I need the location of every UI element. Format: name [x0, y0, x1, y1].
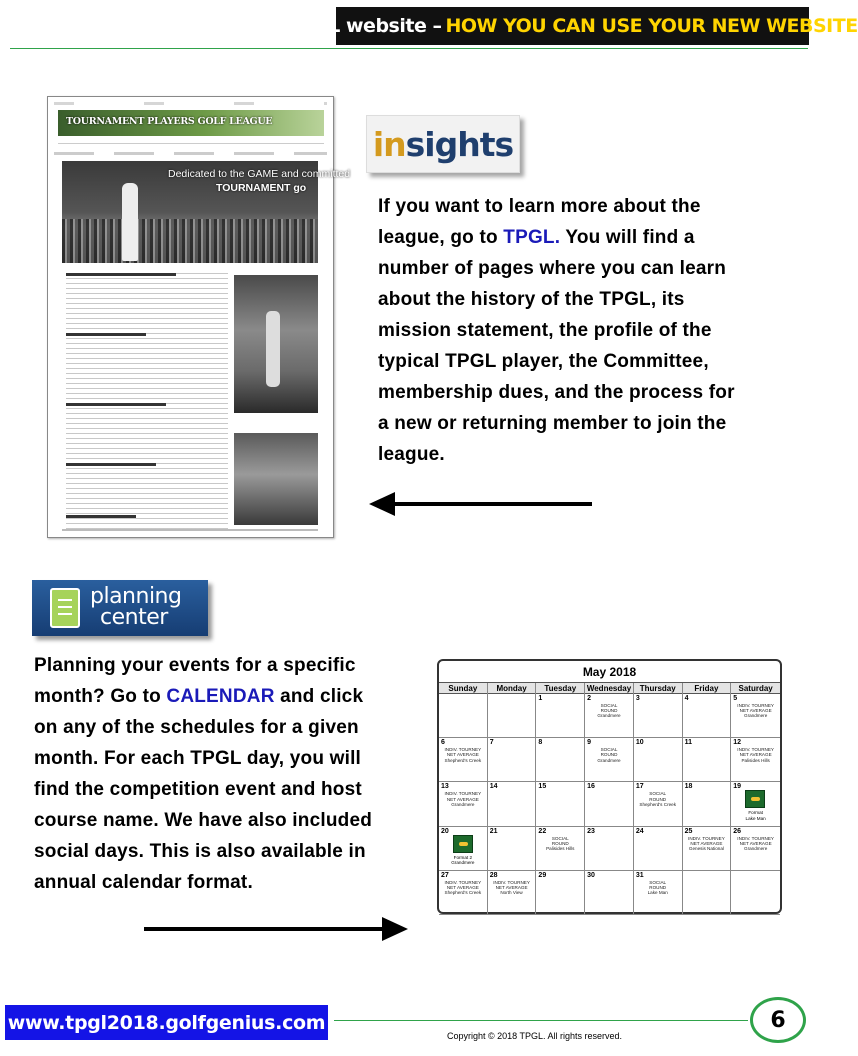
calendar-event: SOCIAL ROUND Shepherd's Creek	[639, 791, 677, 807]
calendar-event: INDIV. TOURNEY NET AVERAGE Grandmere	[737, 703, 774, 719]
insights-text-before: If you want to learn more about the league, go to	[378, 196, 701, 248]
calendar-day-number: 30	[587, 871, 595, 879]
calendar-day-cell[interactable]	[683, 871, 732, 915]
arrow-right-icon	[144, 927, 384, 931]
calendar-day-cell[interactable]	[536, 738, 585, 782]
calendar-day-cell[interactable]	[634, 782, 683, 826]
calendar-event: SOCIAL ROUND Lake Man	[647, 879, 668, 896]
planning-text-after: and click on any of the schedules for a given month. For each TPGL day, you will find the competition event and host course name. We have also included social days. This is also available in annual calendar format.	[34, 686, 373, 893]
thumb-browser-bar	[54, 102, 327, 105]
calendar-event: INDIV. TOURNEY NET AVERAGE Grandmere	[444, 791, 482, 807]
calendar-day-number: 5	[733, 695, 738, 702]
calendar-day-number: 2	[587, 695, 592, 702]
calendar-day-cell[interactable]	[439, 871, 488, 915]
calendar-day-number: 28	[489, 871, 498, 879]
calendar-day-number: 9	[587, 739, 592, 747]
calendar-day-cell[interactable]	[585, 871, 634, 915]
weekday-label: Tuesday	[536, 683, 585, 694]
calendar-event: SOCIAL ROUND Grandmere	[597, 703, 621, 719]
calendar-day-cell[interactable]	[439, 738, 488, 782]
planning-logo-line1: planning	[90, 584, 182, 609]
thumb-section-heading	[66, 463, 156, 466]
calendar-event: INDIV. TOURNEY NET AVERAGE Shepherd's Creek	[444, 879, 482, 896]
calendar-day-cell[interactable]	[488, 827, 537, 871]
thumb-footer-line	[62, 529, 318, 531]
planning-text-before: Planning your events for a specific month? Go to	[34, 655, 356, 707]
copyright-text: Copyright © 2018 TPGL. All rights reserved.	[447, 1031, 623, 1041]
calendar-day-number: 17	[635, 783, 644, 791]
calendar-day-number: 15	[538, 783, 547, 791]
calendar-day-cell[interactable]	[439, 782, 488, 826]
calendar-day-cell[interactable]	[683, 694, 732, 738]
calendar-day-cell[interactable]	[731, 694, 780, 738]
thumb-hero-text	[168, 167, 350, 195]
masters-logo-icon	[453, 835, 473, 853]
thumb-ticker	[54, 152, 327, 155]
calendar-day-number: 27	[441, 871, 449, 879]
thumb-side-photo	[234, 433, 318, 525]
calendar-title: May 2018	[439, 661, 780, 683]
tpgl-link[interactable]: TPGL.	[503, 227, 561, 248]
calendar-day-number: 7	[489, 739, 494, 747]
calendar-day-cell[interactable]	[488, 871, 537, 915]
calendar-link[interactable]: CALENDAR	[166, 686, 275, 707]
planning-paragraph	[34, 650, 418, 898]
header-highlight: HOW YOU CAN USE YOUR NEW WEBSITE	[445, 15, 858, 37]
calendar-day-cell[interactable]	[536, 827, 585, 871]
top-divider	[10, 48, 808, 49]
calendar-day-number: 11	[684, 739, 692, 747]
checklist-icon	[50, 588, 80, 628]
weekday-label: Friday	[683, 683, 732, 694]
thumb-section-heading	[66, 515, 136, 518]
calendar-preview[interactable]	[437, 659, 782, 914]
thumb-hero-crowd	[62, 219, 318, 263]
calendar-event: INDIV. TOURNEY NET AVERAGE Shepherd's Creek	[444, 747, 482, 763]
thumb-hero-line1: Dedicated to the GAME and committed	[168, 168, 351, 180]
thumb-section-heading	[66, 273, 176, 276]
calendar-day-cell[interactable]	[731, 738, 780, 782]
insights-paragraph	[378, 191, 790, 470]
calendar-day-number: 4	[684, 695, 689, 702]
calendar-day-cell[interactable]	[585, 738, 634, 782]
calendar-day-number: 23	[587, 827, 595, 835]
thumb-hero-line2: TOURNAMENT go	[216, 182, 307, 194]
calendar-day-cell[interactable]	[439, 827, 488, 871]
footer-divider	[334, 1020, 748, 1021]
calendar-day-cell[interactable]	[731, 827, 780, 871]
thumb-hero-image	[62, 161, 351, 263]
calendar-day-cell[interactable]	[536, 782, 585, 826]
calendar-event: SOCIAL ROUND Grandmere	[597, 747, 621, 763]
calendar-day-number: 31	[635, 871, 644, 879]
thumb-banner-title: TOURNAMENT PLAYERS GOLF LEAGUE	[66, 116, 273, 127]
thumb-nav-divider	[58, 143, 324, 144]
planning-center-logo-text	[90, 586, 181, 628]
website-screenshot[interactable]	[47, 96, 351, 538]
calendar-day-number: 3	[635, 695, 640, 702]
weekday-label: Monday	[488, 683, 537, 694]
calendar-day-cell[interactable]	[536, 871, 585, 915]
calendar-day-number: 16	[587, 783, 595, 791]
planning-logo-line2: center	[100, 605, 168, 630]
thumb-hero-golfer	[122, 183, 138, 261]
calendar-day-number: 1	[538, 695, 543, 702]
masters-logo-icon	[745, 790, 765, 808]
calendar-day-cell[interactable]	[585, 694, 634, 738]
calendar-day-number: 24	[635, 827, 644, 835]
calendar-event: INDIV. TOURNEY NET AVERAGE Genesis National	[688, 835, 725, 851]
calendar-day-number: 8	[538, 739, 543, 747]
calendar-day-cell[interactable]	[634, 827, 683, 871]
calendar-day-number: 22	[538, 827, 547, 835]
calendar-event: Format 2 Grandmere	[451, 854, 475, 865]
calendar-event: Format Lake Man	[745, 810, 766, 821]
calendar-day-number: 19	[733, 783, 742, 791]
calendar-day-number: 6	[441, 739, 445, 747]
calendar-day-cell[interactable]	[585, 827, 634, 871]
calendar-day-cell[interactable]	[731, 782, 780, 826]
calendar-day-cell[interactable]	[488, 738, 537, 782]
calendar-day-number: 13	[441, 783, 449, 791]
thumb-section-heading	[66, 333, 146, 336]
thumb-side-photo	[234, 275, 318, 413]
page-header	[287, 7, 858, 45]
arrow-left-icon	[393, 502, 592, 506]
insights-logo	[366, 115, 520, 173]
calendar-day-number: 10	[635, 739, 644, 747]
calendar-event: INDIV. TOURNEY NET AVERAGE North View	[493, 879, 530, 896]
website-url[interactable]: www.tpgl2018.golfgenius.com	[5, 1005, 328, 1040]
weekday-label: Thursday	[634, 683, 683, 694]
calendar-day-cell[interactable]	[634, 694, 683, 738]
thumb-banner	[58, 110, 324, 136]
insights-text-after: You will find a number of pages where you can learn about the history of the TPGL, its mission statement, the profile of the typical TPGL player, the Committee, membership dues, and the process for a new or returning member to join the league.	[378, 227, 735, 465]
calendar-event: INDIV. TOURNEY NET AVERAGE Palisides Hills	[737, 747, 774, 763]
calendar-day-cell[interactable]	[488, 694, 537, 738]
calendar-day-number: 20	[441, 827, 449, 835]
calendar-day-cell[interactable]	[536, 694, 585, 738]
calendar-day-cell[interactable]	[585, 782, 634, 826]
insights-logo-sights: sights	[405, 124, 514, 164]
calendar-day-number: 29	[538, 871, 547, 879]
calendar-day-number: 26	[733, 827, 742, 835]
weekday-label: Sunday	[439, 683, 488, 694]
calendar-day-number: 25	[684, 827, 693, 835]
header-prefix: TPGL website –	[287, 15, 442, 37]
calendar-day-number: 12	[733, 739, 742, 747]
calendar-day-number: 14	[489, 783, 498, 791]
calendar-day-cell[interactable]	[683, 782, 732, 826]
calendar-day-cell[interactable]	[683, 827, 732, 871]
calendar-grid	[439, 694, 780, 915]
planning-center-logo	[32, 580, 208, 636]
page-number: 6	[750, 997, 806, 1043]
calendar-day-number: 18	[684, 783, 693, 791]
calendar-day-cell[interactable]	[634, 738, 683, 782]
calendar-weekday-header	[439, 683, 780, 694]
weekday-label: Wednesday	[585, 683, 634, 694]
calendar-day-number: 21	[489, 827, 498, 835]
calendar-event: INDIV. TOURNEY NET AVERAGE Grandmere	[737, 835, 774, 851]
calendar-day-cell[interactable]	[683, 738, 732, 782]
calendar-day-cell[interactable]	[439, 694, 488, 738]
weekday-label: Saturday	[738, 684, 773, 693]
thumb-section-heading	[66, 403, 166, 406]
insights-logo-in: in	[372, 124, 406, 164]
calendar-day-cell[interactable]	[731, 871, 780, 915]
calendar-day-cell[interactable]	[488, 782, 537, 826]
thumb-body-text	[66, 273, 228, 529]
calendar-event: SOCIAL ROUND Palisides Hills	[546, 835, 575, 851]
calendar-day-cell[interactable]	[634, 871, 683, 915]
